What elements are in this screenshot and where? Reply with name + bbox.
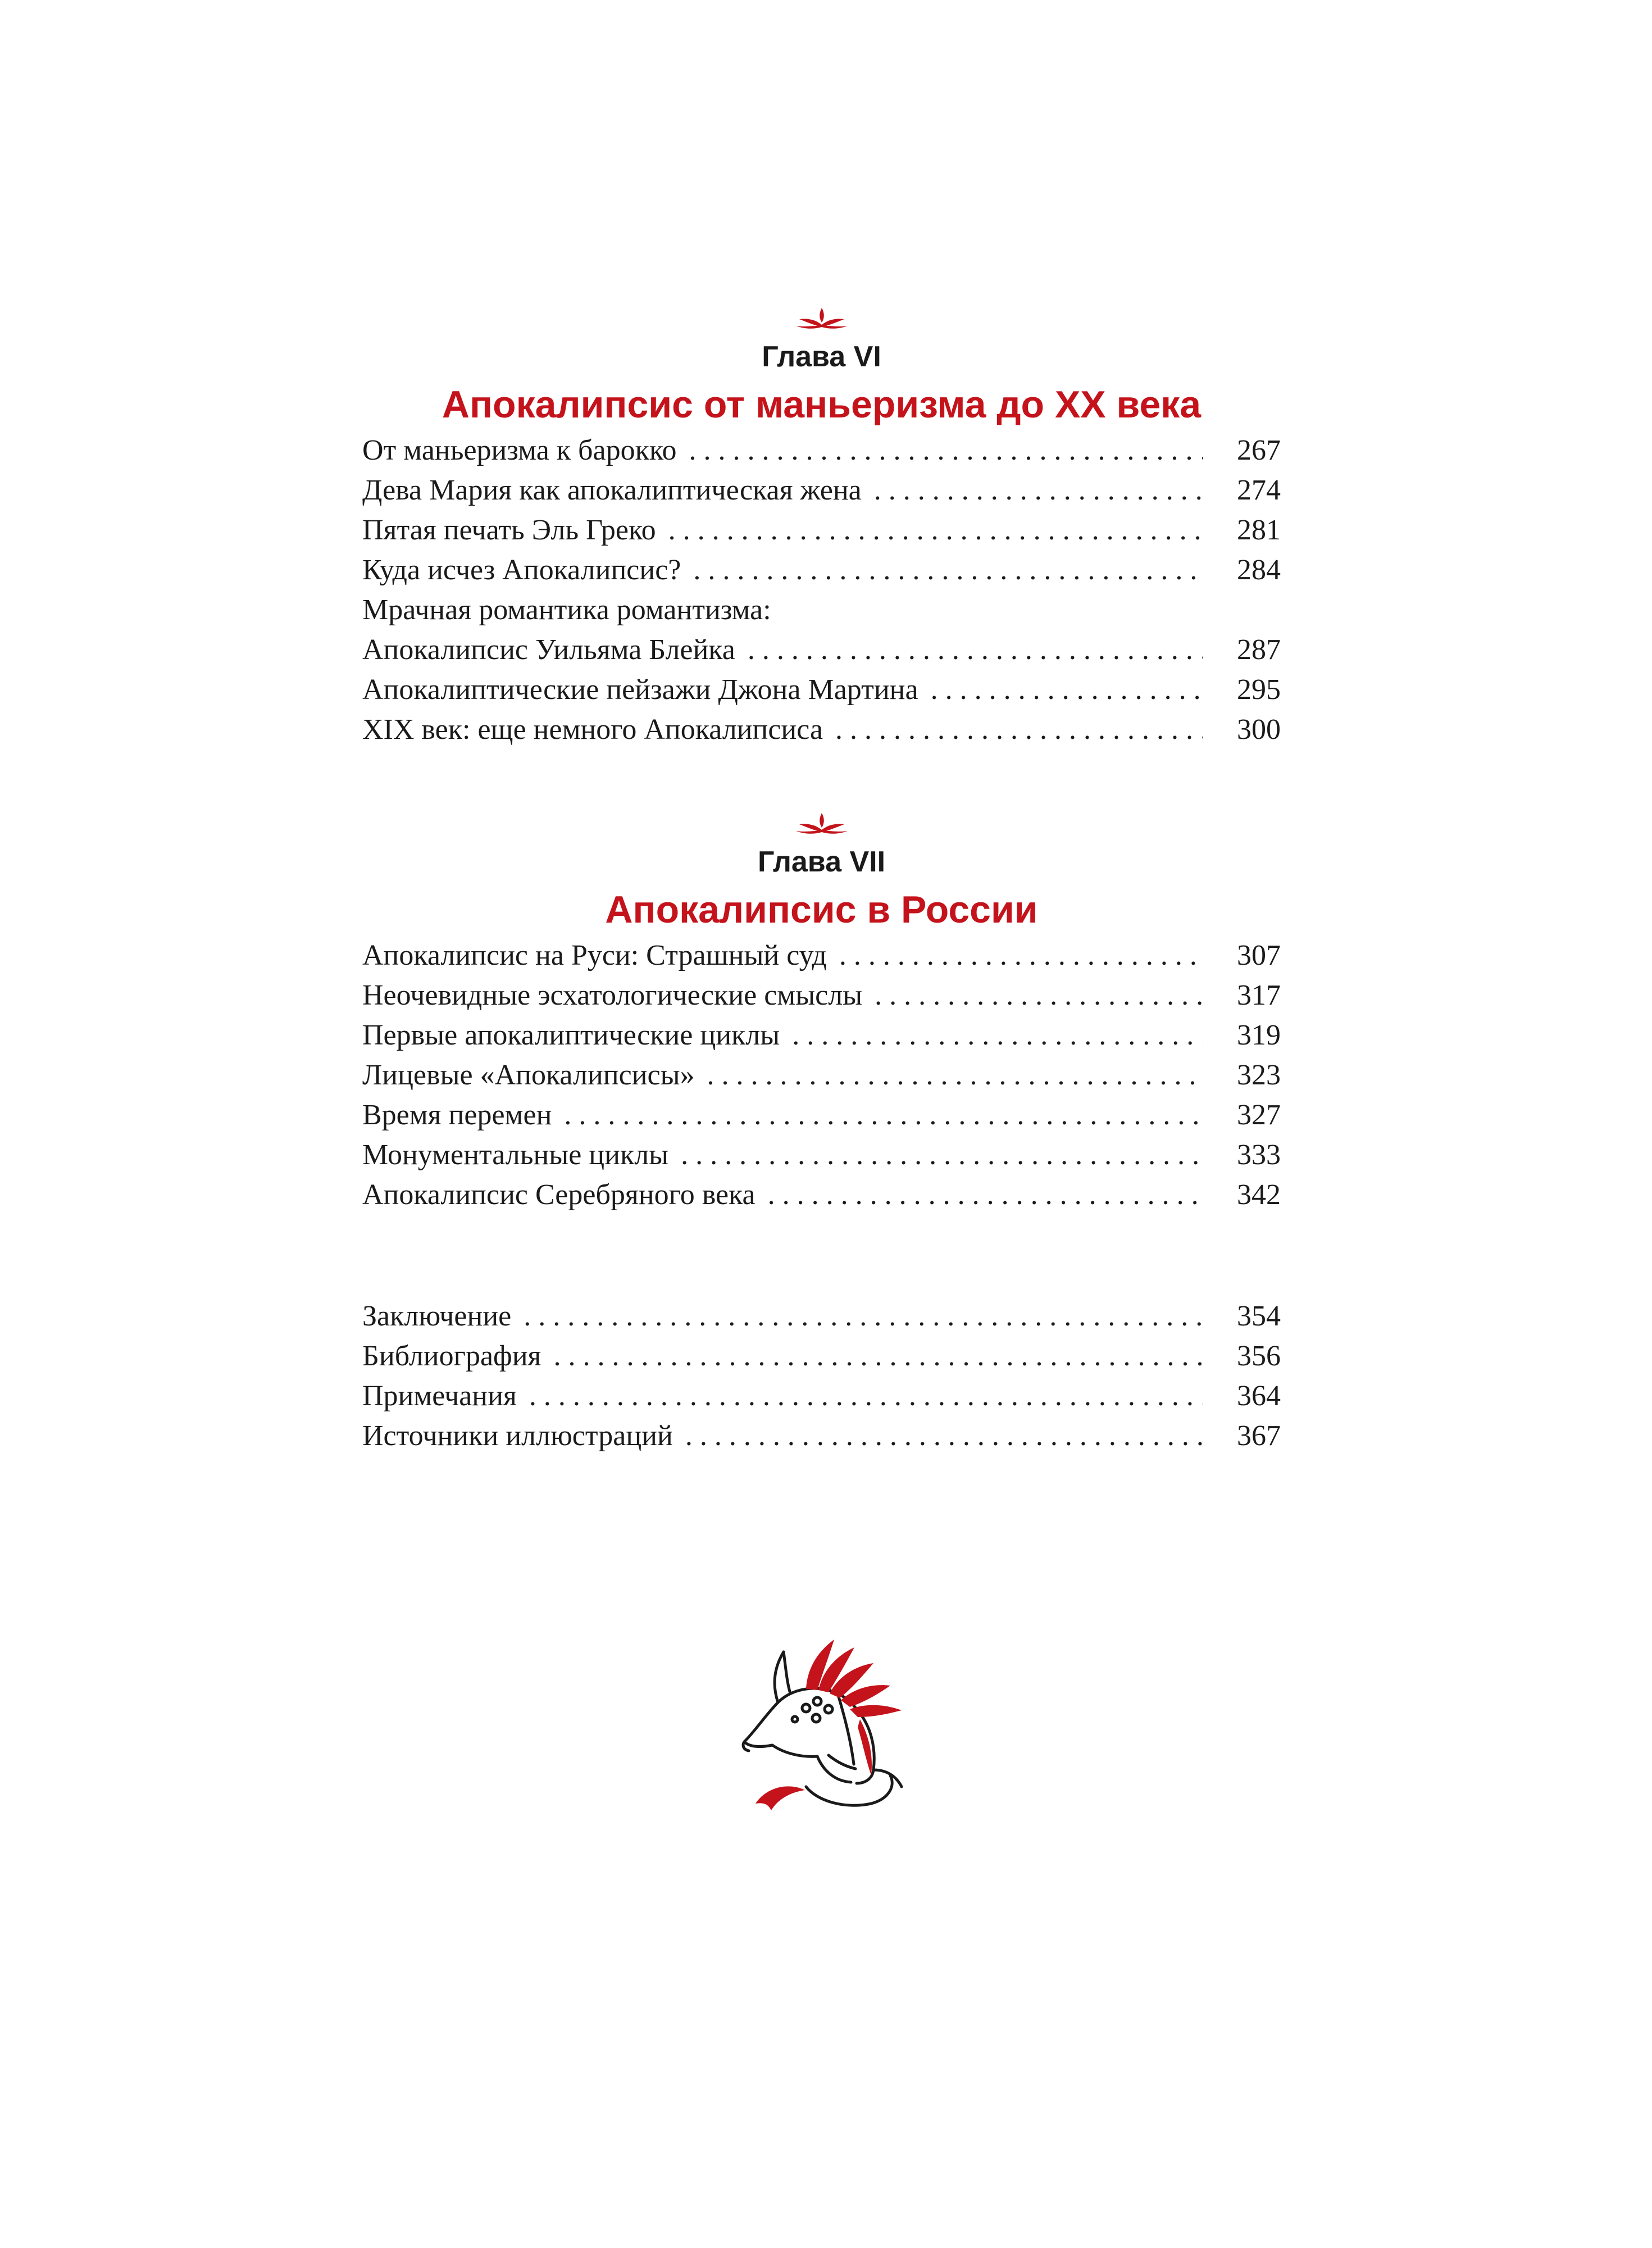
dot-leader xyxy=(681,1135,1203,1175)
winged-flame-ornament-icon xyxy=(788,303,855,331)
toc-entry[interactable] xyxy=(362,670,1281,710)
dot-leader xyxy=(874,470,1203,510)
dot-leader xyxy=(553,1336,1203,1376)
dot-leader xyxy=(931,670,1203,710)
page-number: 317 xyxy=(1237,979,1281,1011)
toc-entry[interactable] xyxy=(362,470,1281,510)
dot-leader xyxy=(835,710,1203,750)
page-number: 319 xyxy=(1237,1019,1281,1051)
entry-title: Время перемен xyxy=(362,1099,552,1131)
toc-entry[interactable] xyxy=(362,1416,1281,1456)
entry-title: Неочевидные эсхатологические смыслы xyxy=(362,979,863,1011)
chapter-label: Глава VI xyxy=(762,340,881,373)
entry-title: Апокалипсис Уильяма Блейка xyxy=(362,634,735,666)
entry-title: Дева Мария как апокалиптическая жена xyxy=(362,474,862,506)
chapter-section xyxy=(362,809,1281,935)
toc-entry[interactable] xyxy=(362,935,1281,975)
chapter-title: Апокалипсис от маньеризма до XX века xyxy=(442,383,1202,426)
toc-entry[interactable] xyxy=(362,1336,1281,1376)
toc-entry[interactable] xyxy=(362,1175,1281,1215)
toc-entry-heading-line xyxy=(362,590,1281,630)
entry-title: От маньеризма к барокко xyxy=(362,434,677,466)
page-number: 364 xyxy=(1237,1380,1281,1412)
page-number: 284 xyxy=(1237,554,1281,586)
dragon-head-vignette-icon xyxy=(739,1635,913,1820)
toc-entry[interactable] xyxy=(362,1055,1281,1095)
dot-leader xyxy=(668,510,1203,550)
page-number: 300 xyxy=(1237,714,1281,746)
toc-entry[interactable] xyxy=(362,710,1281,750)
entry-title: Источники иллюстраций xyxy=(362,1420,673,1452)
dot-leader xyxy=(768,1175,1203,1215)
entry-title: Лицевые «Апокалипсисы» xyxy=(362,1059,695,1091)
entry-title: Первые апокалиптические циклы xyxy=(362,1019,780,1051)
page-number: 342 xyxy=(1237,1179,1281,1211)
dot-leader xyxy=(685,1416,1203,1456)
page-number: 356 xyxy=(1237,1340,1281,1372)
dot-leader xyxy=(792,1015,1203,1055)
entry-title: Мрачная романтика романтизма: xyxy=(362,594,771,626)
dot-leader xyxy=(839,935,1203,975)
page-number: 267 xyxy=(1237,434,1281,466)
entry-title: Библиография xyxy=(362,1340,541,1372)
toc-entry[interactable] xyxy=(362,1095,1281,1135)
toc-entry[interactable] xyxy=(362,1135,1281,1175)
entry-list xyxy=(362,430,1281,750)
entry-title: Куда исчез Апокалипсис? xyxy=(362,554,681,586)
page-number: 287 xyxy=(1237,634,1281,666)
chapter-title: Апокалипсис в России xyxy=(605,888,1038,931)
dot-leader xyxy=(529,1376,1203,1416)
entry-title: Апокалипсис Серебряного века xyxy=(362,1179,756,1211)
entry-title: XIX век: еще немного Апокалипсиса xyxy=(362,714,823,746)
toc-entry[interactable] xyxy=(362,1376,1281,1416)
dot-leader xyxy=(524,1296,1203,1336)
page-number: 281 xyxy=(1237,514,1281,546)
table-of-contents xyxy=(362,303,1281,1456)
toc-entry[interactable] xyxy=(362,430,1281,470)
backmatter-list xyxy=(362,1296,1281,1456)
entry-title: Апокалиптические пейзажи Джона Мартина xyxy=(362,674,918,706)
dot-leader xyxy=(689,430,1203,470)
page-number: 333 xyxy=(1237,1139,1281,1171)
dot-leader xyxy=(693,550,1203,590)
page-number: 367 xyxy=(1237,1420,1281,1452)
winged-flame-ornament-icon xyxy=(788,809,855,837)
entry-title: Апокалипсис на Руси: Страшный суд xyxy=(362,939,827,971)
page-number: 295 xyxy=(1237,674,1281,706)
toc-entry[interactable] xyxy=(362,1296,1281,1336)
entry-title: Примечания xyxy=(362,1380,517,1412)
chapter-section xyxy=(362,303,1281,430)
dot-leader xyxy=(875,975,1203,1015)
page-number: 307 xyxy=(1237,939,1281,971)
page-number: 274 xyxy=(1237,474,1281,506)
page-number: 323 xyxy=(1237,1059,1281,1091)
page-number: 354 xyxy=(1237,1300,1281,1332)
toc-entry[interactable] xyxy=(362,975,1281,1015)
page-number: 327 xyxy=(1237,1099,1281,1131)
chapter-label: Глава VII xyxy=(757,846,886,878)
toc-entry[interactable] xyxy=(362,510,1281,550)
entry-title: Монументальные циклы xyxy=(362,1139,669,1171)
entry-title: Заключение xyxy=(362,1300,512,1332)
dot-leader xyxy=(748,630,1203,670)
entry-title: Пятая печать Эль Греко xyxy=(362,514,656,546)
dot-leader xyxy=(707,1055,1204,1095)
toc-entry[interactable] xyxy=(362,550,1281,590)
entry-list xyxy=(362,935,1281,1215)
toc-entry[interactable] xyxy=(362,630,1281,670)
toc-entry[interactable] xyxy=(362,1015,1281,1055)
dot-leader xyxy=(564,1095,1203,1135)
